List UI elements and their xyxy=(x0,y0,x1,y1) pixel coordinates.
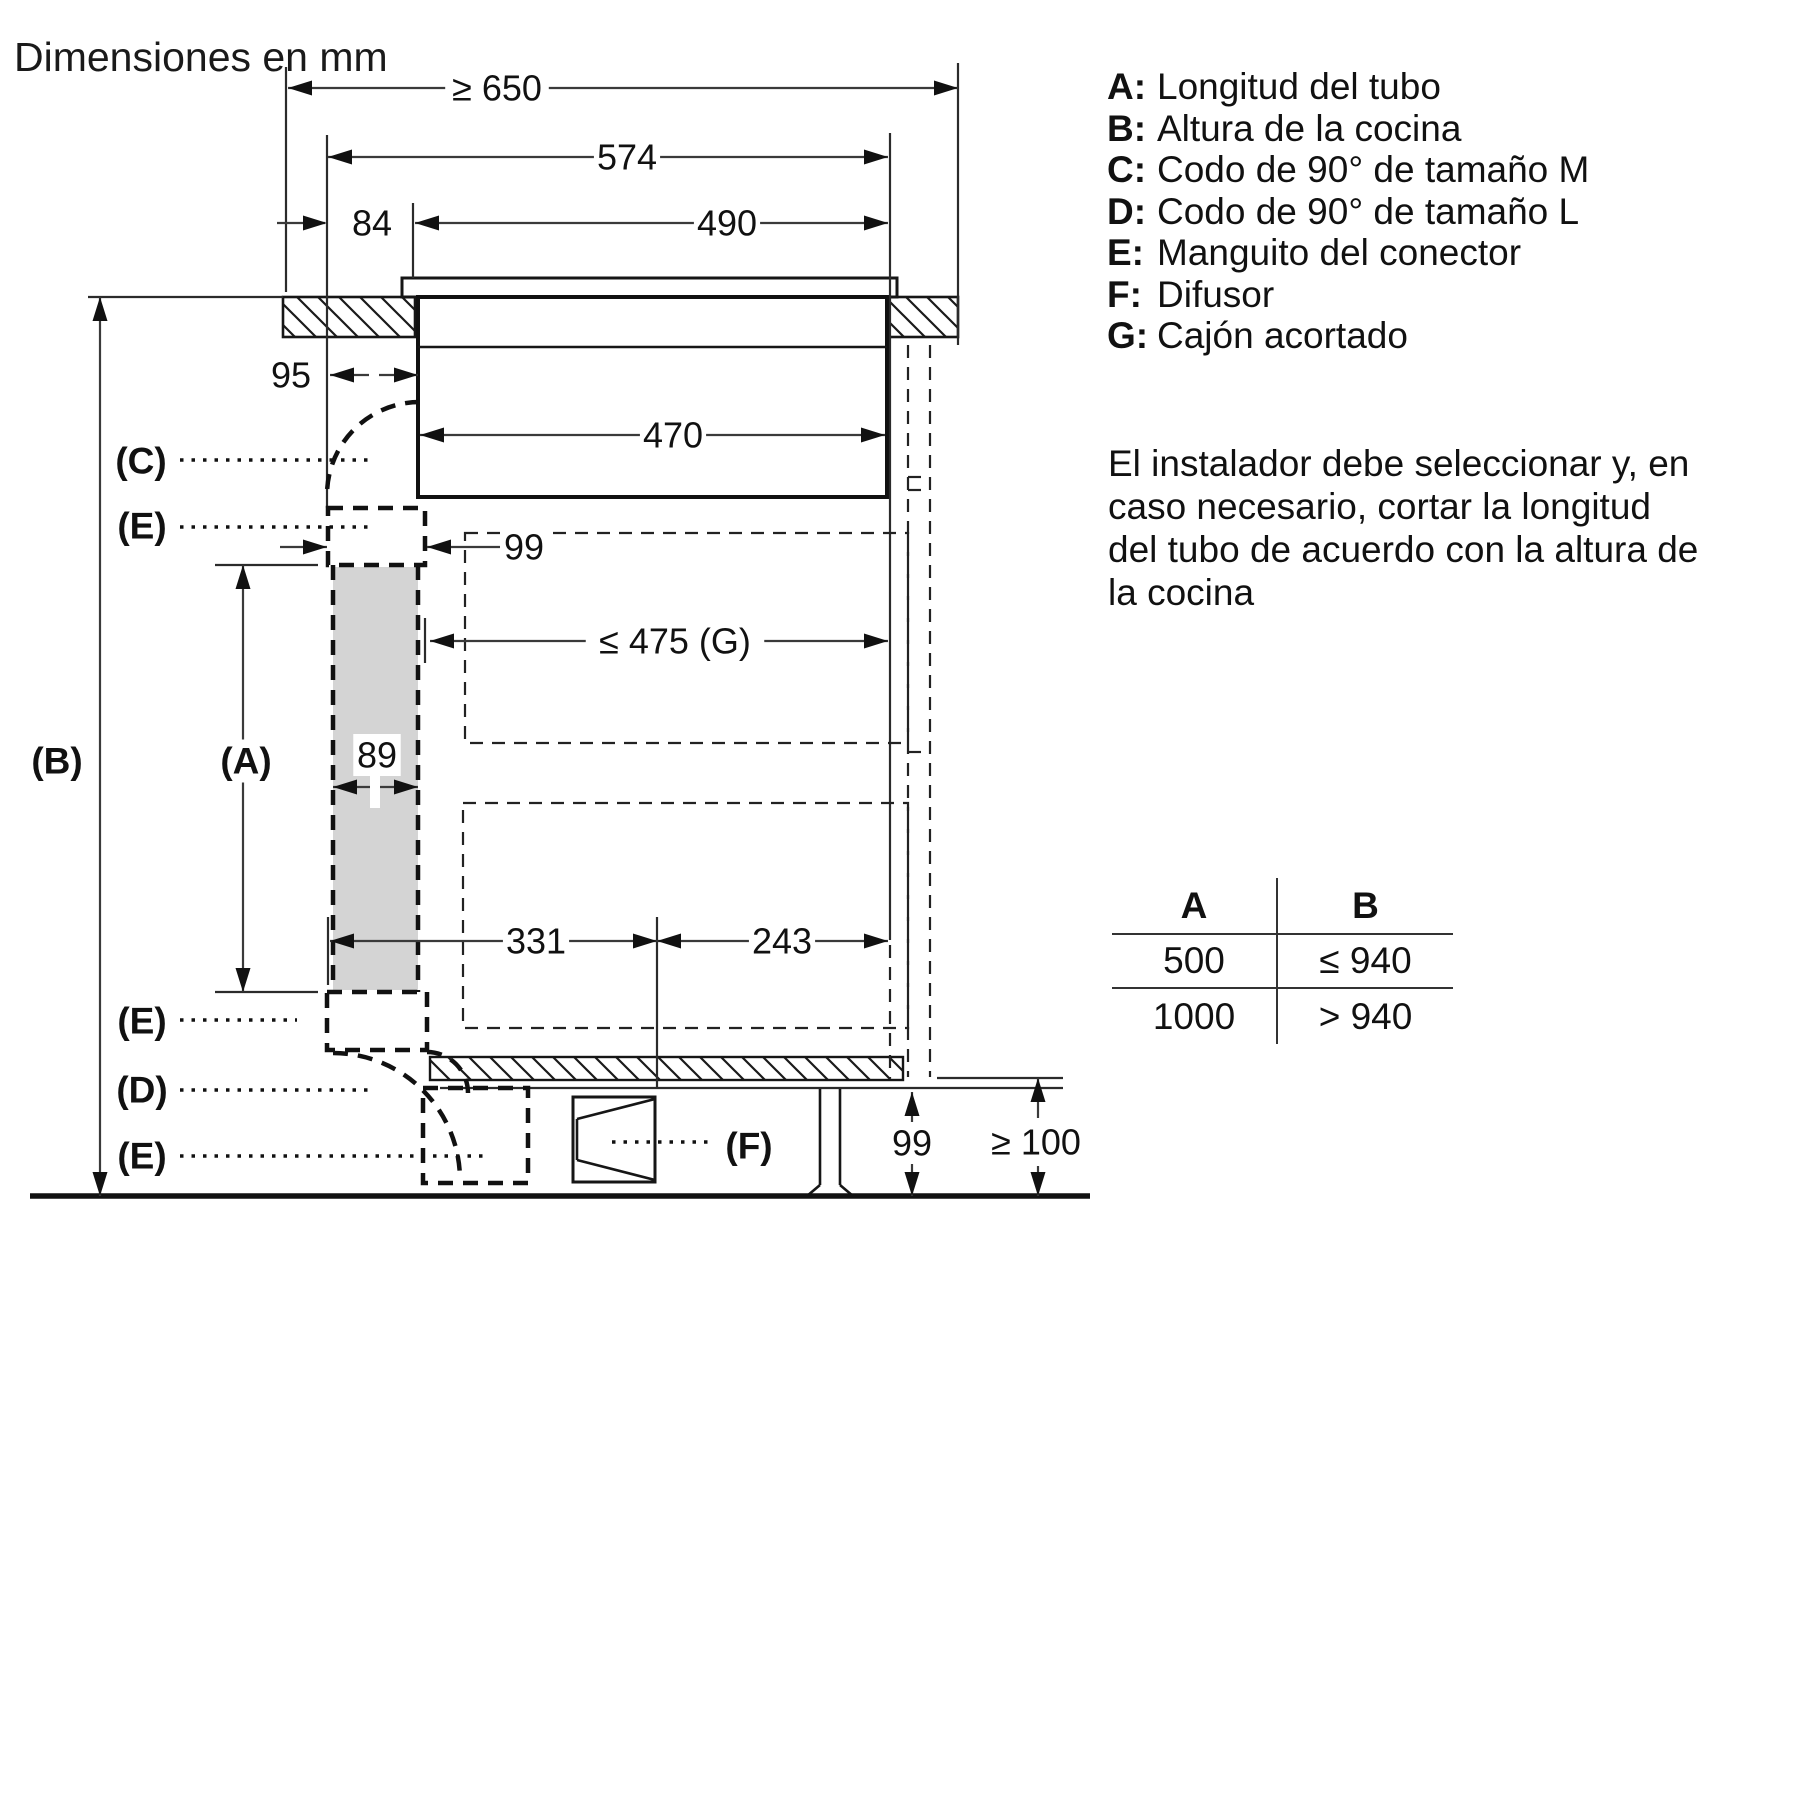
note-line: la cocina xyxy=(1108,572,1255,613)
legend-label: Altura de la cocina xyxy=(1157,107,1462,149)
legend-item xyxy=(1107,232,1589,274)
parts-legend xyxy=(1107,66,1589,357)
tube-length-table xyxy=(1112,878,1453,1044)
dim-hob-inner: 470 xyxy=(642,414,704,456)
dim-right-run: 243 xyxy=(751,920,813,962)
legend-item xyxy=(1107,66,1589,108)
part-label-a: (A) xyxy=(220,740,272,782)
dim-drawer: ≤ 475 (G) xyxy=(599,620,751,662)
part-label-c: (C) xyxy=(115,440,167,482)
part-label-b: (B) xyxy=(31,740,83,782)
dim-hob-total: 574 xyxy=(596,136,658,178)
table-header-a: A xyxy=(1112,878,1278,935)
note-line: El instalador debe seleccionar y, en xyxy=(1108,443,1690,484)
part-label-f: (F) xyxy=(725,1125,773,1167)
part-label-e: (E) xyxy=(117,1000,167,1042)
dim-duct-width: 89 xyxy=(356,734,398,776)
table-cell: ≤ 940 xyxy=(1278,935,1453,989)
table-cell: 500 xyxy=(1112,935,1278,989)
legend-key: C: xyxy=(1107,149,1147,190)
legend-item xyxy=(1107,191,1589,233)
dim-left-run: 331 xyxy=(505,920,567,962)
part-label-e: (E) xyxy=(117,1135,167,1177)
legend-label: Cajón acortado xyxy=(1157,315,1408,356)
table-header-b: B xyxy=(1278,878,1453,935)
table-cell: > 940 xyxy=(1318,995,1413,1037)
legend-key: D: xyxy=(1107,190,1147,232)
legend-item xyxy=(1107,108,1589,150)
legend-label: Manguito del conector xyxy=(1157,232,1522,273)
legend-label: Longitud del tubo xyxy=(1157,66,1441,107)
legend-key: E: xyxy=(1107,232,1144,273)
legend-item xyxy=(1107,149,1589,191)
page-title: Dimensiones en mm xyxy=(14,34,388,80)
dim-floor-clearance: ≥ 100 xyxy=(991,1121,1081,1163)
legend-key: B: xyxy=(1107,107,1147,149)
dim-niche-width: ≥ 650 xyxy=(452,67,542,109)
dim-plinth: 99 xyxy=(891,1122,933,1164)
legend-item xyxy=(1107,315,1589,357)
dim-sleeve: 99 xyxy=(503,526,545,568)
legend-key: A: xyxy=(1107,66,1147,107)
legend-key: F: xyxy=(1107,273,1142,315)
part-label-e: (E) xyxy=(117,505,167,547)
legend-item xyxy=(1107,274,1589,316)
table-cell: 1000 xyxy=(1112,989,1278,1044)
dim-duct-offset: 95 xyxy=(270,354,312,396)
legend-label: Codo de 90° de tamaño L xyxy=(1157,190,1580,232)
installer-note xyxy=(1108,442,1698,614)
note-line: caso necesario, cortar la longitud xyxy=(1108,486,1651,527)
legend-label: Difusor xyxy=(1157,273,1275,315)
part-label-d: (D) xyxy=(116,1069,168,1111)
legend-key: G: xyxy=(1107,315,1149,356)
dim-cutout: 490 xyxy=(696,202,758,244)
dim-offset: 84 xyxy=(351,202,393,244)
legend-label: Codo de 90° de tamaño M xyxy=(1157,149,1590,190)
note-line: del tubo de acuerdo con la altura de xyxy=(1108,529,1699,570)
